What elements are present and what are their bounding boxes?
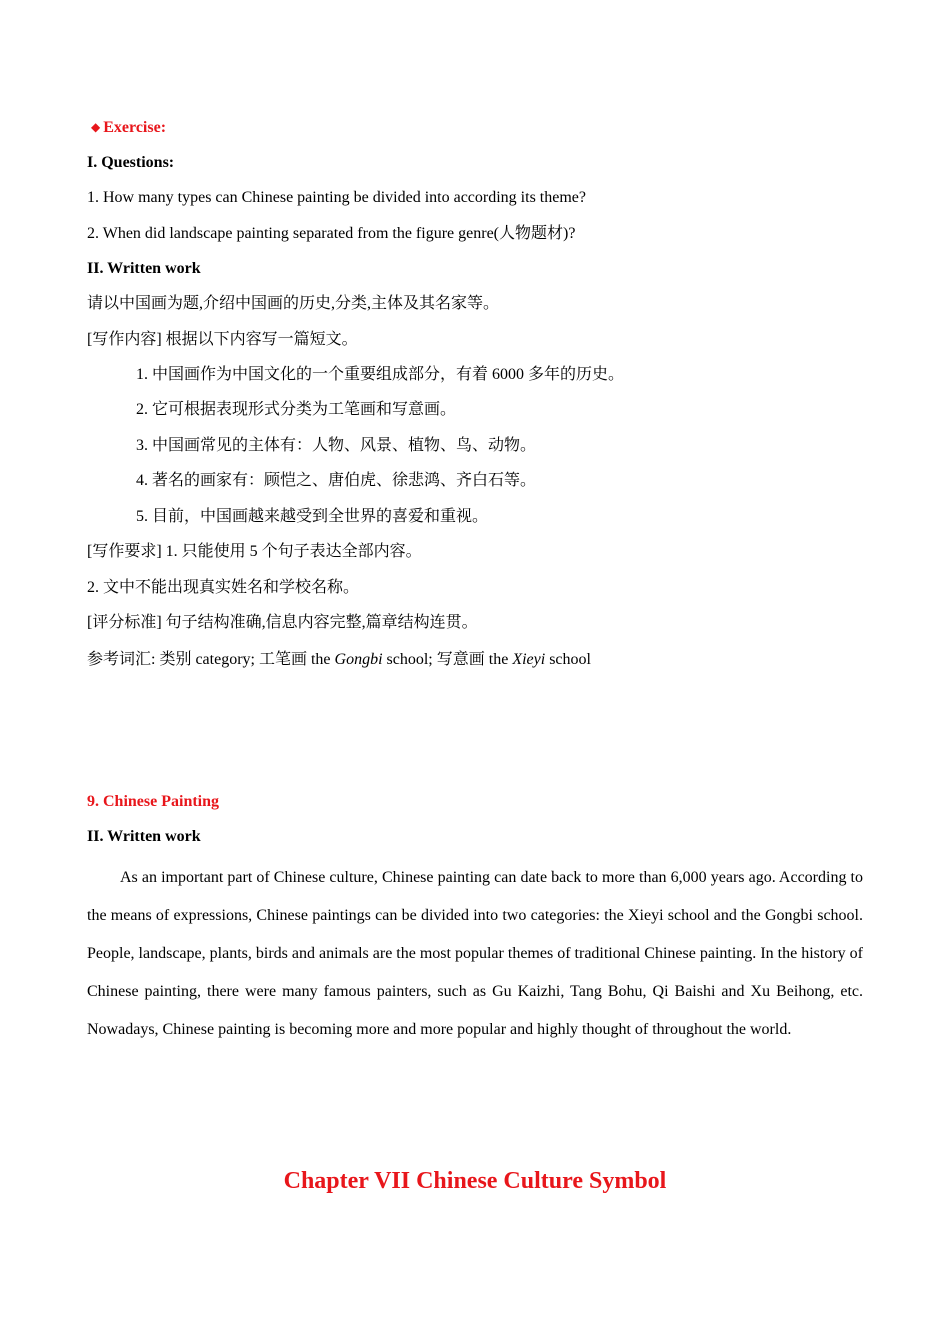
content-item: 2. 它可根据表现形式分类为工笔画和写意画。 [136,401,457,418]
content-label: [写作内容] 根据以下内容写一篇短文。 [87,331,358,348]
content-item: 5. 目前，中国画越来越受到全世界的喜爱和重视。 [136,508,489,525]
vocab-gongbi: Gongbi [334,651,383,668]
chapter-title: Chapter VII Chinese Culture Symbol [283,1168,667,1194]
answer-heading: II. Written work [87,828,201,845]
question-item: 1. How many types can Chinese painting be divided into according its theme? [87,189,586,206]
vocab-xieyi: Xieyi [512,651,546,668]
exercise-heading [91,118,166,138]
requirement-1: [写作要求] 1. 只能使用 5 个句子表达全部内容。 [87,543,422,560]
answer-section-title: 9. Chinese Painting [87,793,220,810]
vocabulary-reference [87,650,591,670]
content-item: 1. 中国画作为中国文化的一个重要组成部分，有着 6000 多年的历史。 [136,366,625,383]
questions-heading: I. Questions: [87,154,175,171]
grading-criteria: [评分标准] 句子结构准确,信息内容完整,篇章结构连贯。 [87,614,478,631]
answer-paragraph: As an important part of Chinese culture, Chinese painting can date back to more than 6,000 years ago. According to the means of expressions, Chinese paintings can be divided into two categories: the Xieyi school and the Gongbi school. People, landscape, plants, birds and animals are the most popular themes of traditional Chinese painting. In the history of Chinese painting, there were many famous painters, such as Gu Kaizhi, Tang Bohu, Qi Baishi and Xu Beihong, etc. Nowadays, Chinese painting is becoming more and more popular and highly thought of throughout the world. [87,869,863,1038]
written-work-prompt: 请以中国画为题,介绍中国画的历史,分类,主体及其名家等。 [87,295,500,312]
vocab-middle: school; 写意画 the [382,651,513,668]
diamond-bullet-icon: ◆ [91,120,101,134]
requirement-2: 2. 文中不能出现真实姓名和学校名称。 [87,579,360,596]
vocab-suffix: school [545,651,591,668]
written-work-heading: II. Written work [87,260,201,277]
content-item: 3. 中国画常见的主体有：人物、风景、植物、鸟、动物。 [136,437,537,454]
exercise-title: Exercise: [103,119,167,136]
question-item: 2. When did landscape painting separated from the figure genre(人物题材)? [87,225,576,242]
content-item: 4. 著名的画家有：顾恺之、唐伯虎、徐悲鸿、齐白石等。 [136,472,537,489]
vocab-prefix: 参考词汇: 类别 category; 工笔画 the [87,651,335,668]
